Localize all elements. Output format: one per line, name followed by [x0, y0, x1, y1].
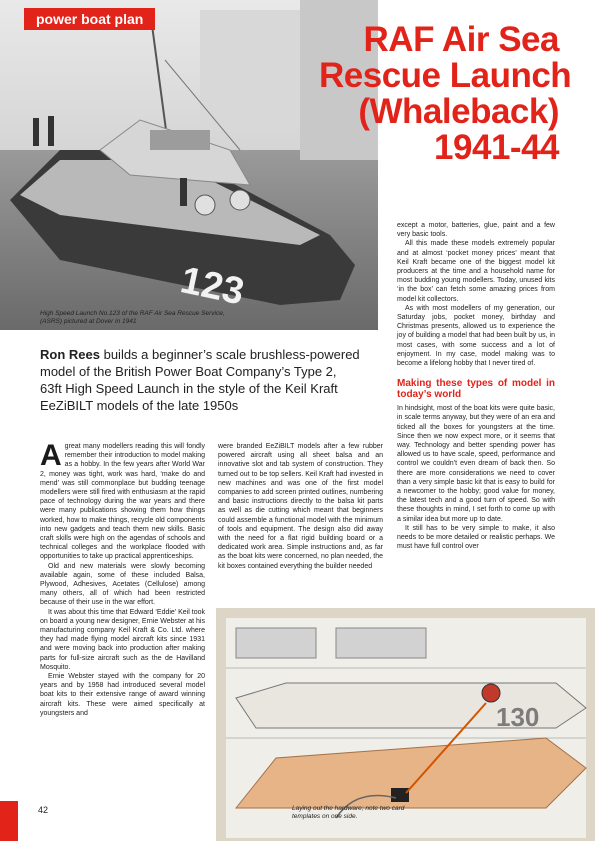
hardware-caption: Laying out the hardware; note two card templates on one side.	[292, 805, 405, 820]
body-column-2	[218, 442, 383, 571]
body-paragraph: were branded EeZiBILT models after a few rubber powered aircraft using all sheet balsa and an innovative slot and tab system of construction. They turned out to be top sellers. Keil Kraft had invested in new machines and was one of the first model companies to add screen printed outlines, numbering and basic instructions directly to the balsa kit parts as well as die cutting which meant that beginners could assemble a functional model with the minimum of tools and equipment. The design also did away with the need for a flat rigid building board or a dedicated work area. Simple instructions and, as far as the boat kits were concerned, no plan needed, the kit boxes contained everything the builder needed	[218, 443, 383, 570]
hero-caption: High Speed Launch No.123 of the RAF Air Sea Rescue Service, (ASRS) pictured at Dover in 1941	[40, 310, 225, 325]
body-paragraph: All this made these models extremely popular and at almost ‘pocket money prices’ meant that Keil Kraft became one of the biggest model kit producers at the time and a household name for most budding young modellers. Today, unused kits ‘in the box’ can fetch some amazing prices from model kit collectors.	[397, 240, 555, 303]
model-hull-number: 130	[496, 702, 540, 732]
body-column-1	[40, 439, 205, 718]
body-paragraph: Old and new materials were slowly becoming available again, some of these included Balsa, Plywood, Adhesives, Acetates (Cellulose) among many others, all of which had been restricted because of their use in the war effort.	[40, 562, 205, 607]
subheading: Making these types of model in today’s world	[397, 378, 555, 401]
body-paragraph: Agreat many modellers reading this will fondly remember their introduction to model making as a hobby. In the few years after World War 2, money was tight, work was hard, ‘make do and mend’ was still commonplace but budding teenage modellers were still fired with enthusiasm at the rapid pace of technology during the war years and there were many publications showing them how things worked, how to make things, recycle old components into new gadgets and teach them new skills. Basic craft skills were high on the agendas of schools and technical colleges and the workplace flooded with opportunities to take up practical apprenticeships.	[40, 439, 205, 561]
title-line: (Whaleback)	[358, 92, 559, 131]
title-line: RAF Air Sea	[363, 20, 559, 59]
body-paragraph: It still has to be very simple to make, it also needs to be more detailed or realistic perhaps. We must have full control over	[397, 524, 555, 551]
author-name: Ron Rees	[40, 347, 100, 362]
drop-cap: A	[40, 439, 62, 472]
body-paragraph: As with most modellers of my generation, our Saturday jobs, pocket money, birthday and Christmas presents, allowed us to experience the joy of building a model that had been built by us, in most cases, with some success and a lot of enjoyment. In my case, model making was to become a lifelong hobby that I never tired of.	[397, 304, 555, 368]
corner-mark	[0, 801, 18, 841]
body-column-3	[397, 221, 555, 552]
title-line: Rescue Launch	[319, 56, 572, 95]
page-number: 42	[38, 805, 49, 815]
hull-number: 123	[176, 259, 248, 314]
page-title	[319, 20, 572, 167]
body-paragraph: Ernie Webster stayed with the company for 20 years and by 1958 had introduced several model boat kits to their extensive range of award winning aircraft kits. These were aimed specifically at youngsters and	[40, 673, 205, 717]
standfirst-text: builds a beginner’s scale brushless-powered model of the British Power Boat Company’s Type 2, 63ft High Speed Launch in the style of the Keil Kraft EeZiBILT models of the late 1950s	[40, 347, 360, 413]
standfirst	[40, 346, 360, 414]
title-line: 1941-44	[434, 128, 559, 167]
section-tag: power boat plan	[24, 8, 155, 30]
body-paragraph: except a motor, batteries, glue, paint and a few very basic tools.	[397, 222, 555, 239]
body-paragraph: It was about this time that Edward ‘Eddie’ Keil took on board a young new designer, Ernie Webster at his manufacturing company Keil Kraft & Co. Ltd. where they had made flying model aircraft kits since 1931 and were moving back into production after making parts for full-size aircraft such as the de Havilland Mosquito.	[40, 608, 205, 671]
body-paragraph: In hindsight, most of the boat kits were quite basic, in scale terms anyway, but they were of an era and ticked all the boxes for youngsters at the time. Since then we now expect more, or it seems that way. Technology and better spending power has allowed us to have scale, speed, performance and control we couldn’t even dream of back then. So there are more considerations we need to cover than a very simple basic kit that is easy to build for a newcomer to the hobby; good value for money, the latest tech and a good turn of speed. So with these thoughts in mind, I set forth to come up with a similar idea but more up to date.	[397, 405, 555, 523]
